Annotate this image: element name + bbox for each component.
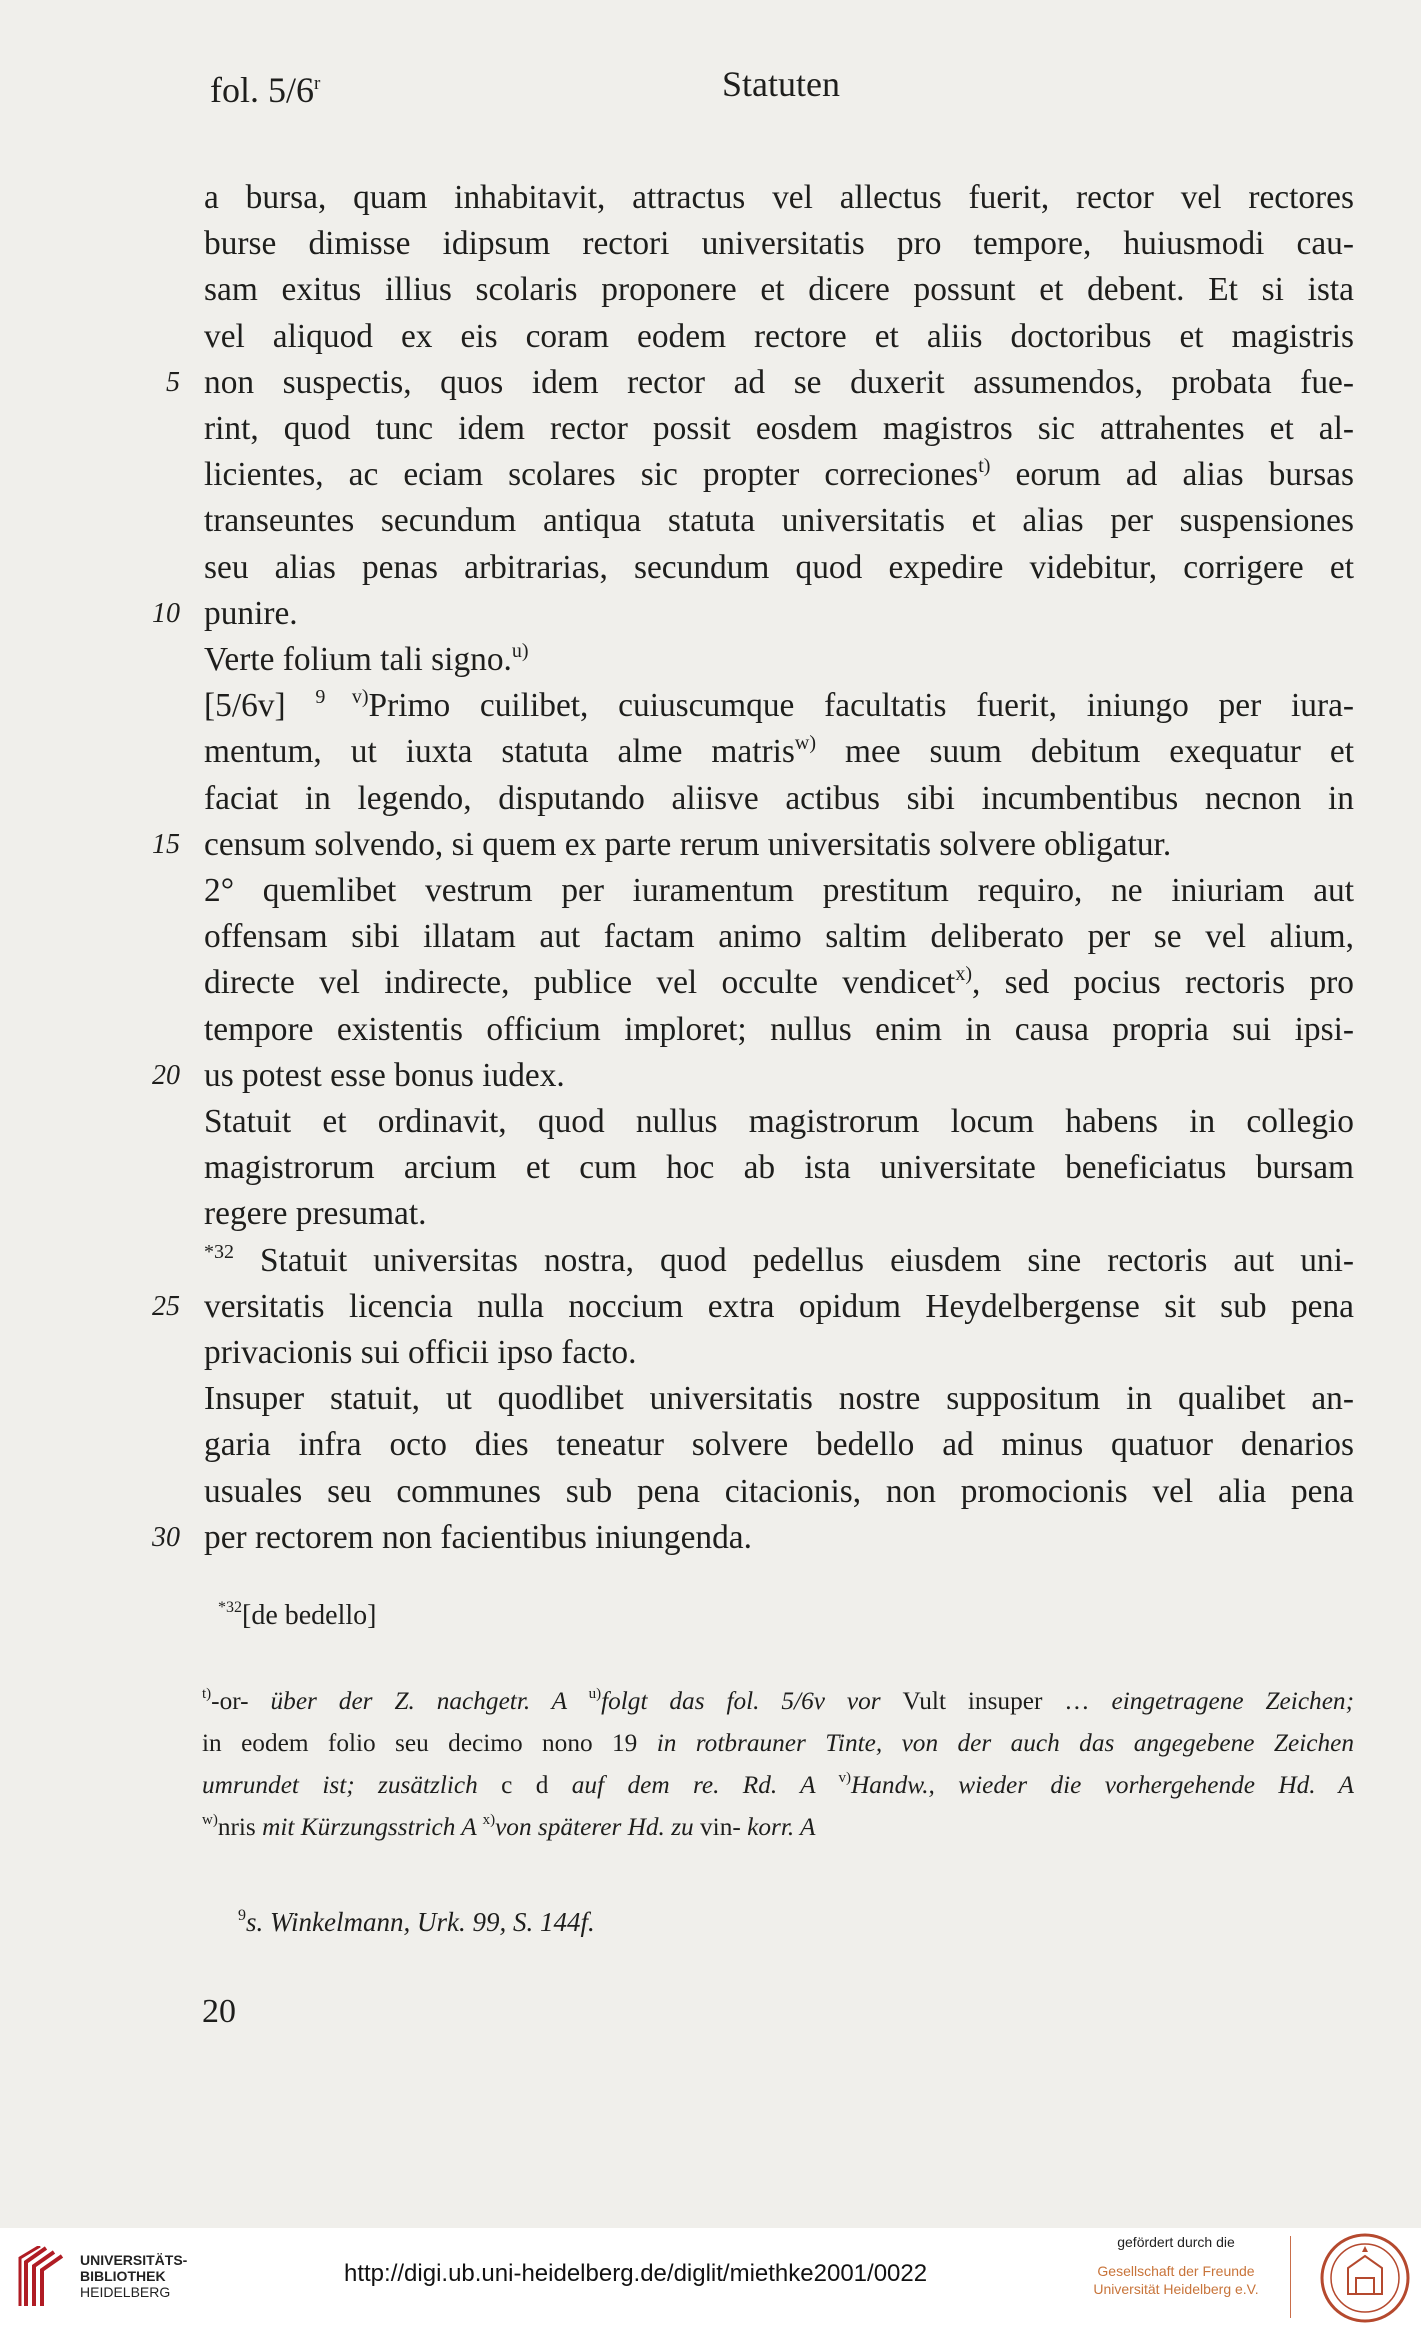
line-number: 20 [152, 1060, 180, 1091]
university-library-logo-icon [16, 2246, 68, 2308]
footnote-line: $^{w)}$nris mit Kürzungsstrich A $^{x)}$von späterer Hd. zu vin- korr. A [202, 1812, 816, 1841]
page-number: 20 [202, 1993, 236, 2030]
source-note: $^9$s. Winkelmann, Urk. 99, S. 144f. [238, 1907, 595, 1937]
text-line: 2° quemlibet vestrum per iuramentum prestitum requiro, ne iniuriam aut [204, 872, 1354, 909]
text-line: burse dimisse idipsum rectori universitatis pro tempore, huiusmodi cau- [204, 225, 1354, 262]
line-number: 25 [152, 1291, 180, 1322]
text-line: offensam sibi illatam aut factam animo saltim deliberato per se vel alium, [204, 918, 1354, 955]
text-line: tempore existentis officium imploret; nullus enim in causa propria sui ipsi- [204, 1011, 1354, 1048]
text-line: non suspectis, quos idem rector ad se duxerit assumendos, probata fue- [204, 364, 1354, 401]
footnote-line: in eodem folio seu decimo nono 19 in rotbrauner Tinte, von der auch das angegebene Zeichen [202, 1729, 1354, 1757]
text-line: usuales seu communes sub pena citacionis, non promocionis vel alia pena [204, 1473, 1354, 1510]
footnote-marker: t) [978, 455, 991, 477]
text-line: transeuntes secundum antiqua statuta universitatis et alias per suspensiones [204, 502, 1354, 539]
text-line: sam exitus illius scolaris proponere et dicere possunt et debent. Et si ista [204, 271, 1354, 308]
text-line: $^{*32}$ Statuit universitas nostra, quod pedellus eiusdem sine rectoris aut uni- [204, 1241, 1354, 1279]
footnote-line: umrundet ist; zusätzlich c d auf dem re. Rd. A $^{v)}$Handw., wieder die vorhergehende Hd. A [202, 1770, 1354, 1799]
footnote-marker: u) [511, 640, 529, 662]
text-line: a bursa, quam inhabitavit, attractus vel allectus fuerit, rector vel rectores [204, 179, 1354, 216]
text-line: Insuper statuit, ut quodlibet universitatis nostre suppositum in qualibet an- [204, 1380, 1354, 1417]
text-line: licientes, ac eciam scolares sic propter correciones$^{t)}$ eorum ad alias bursas [204, 455, 1355, 493]
line-number: 30 [152, 1522, 180, 1553]
text-line: us potest esse bonus iudex. [204, 1057, 565, 1094]
text-line: seu alias penas arbitrarias, secundum quod expedire videbitur, corrigere et [204, 549, 1354, 586]
text-line: per rectorem non facientibus iniungenda. [204, 1519, 752, 1556]
footnote-marker: x) [955, 963, 972, 985]
line-number: 15 [152, 829, 180, 860]
university-seal-icon [1318, 2232, 1412, 2324]
text-line: versitatis licencia nulla noccium extra opidum Heydelbergense sit sub pena [204, 1288, 1354, 1325]
library-name: UNIVERSITÄTS- BIBLIOTHEK HEIDELBERG [80, 2252, 188, 2300]
footnote-marker: w) [794, 732, 816, 754]
footnote-marker: 9 v) [315, 686, 369, 708]
text-line: garia infra octo dies teneatur solvere bedello ad minus quatuor denarios [204, 1426, 1354, 1463]
line-number: 5 [166, 367, 180, 398]
text-line: Verte folium tali signo.$^{u)}$ [204, 640, 529, 678]
line-number: 10 [152, 598, 180, 629]
text-line: vel aliquod ex eis coram eodem rectore et aliis doctoribus et magistris [204, 318, 1354, 355]
text-line: [5/6v] $^{9 v)}$Primo cuilibet, cuiuscumque facultatis fuerit, iniungo per iura- [204, 686, 1355, 724]
footnote-marker: *32 [204, 1241, 234, 1263]
permalink-url[interactable]: http://digi.ub.uni-heidelberg.de/diglit/miethke2001/0022 [344, 2260, 928, 2287]
footnote-line: $^{t)}$-or- über der Z. nachgetr. A $^{u)}$folgt das fol. 5/6v vor Vult insuper … eingetragene Zeichen; [202, 1686, 1354, 1715]
running-title: Statuten [722, 64, 840, 104]
text-line: directe vel indirecte, publice vel occulte vendicet$^{x)}$, sed pocius rectoris pro [204, 963, 1354, 1001]
text-line: censum solvendo, si quem ex parte rerum universitatis solvere obligatur. [204, 826, 1172, 863]
text-line: faciat in legendo, disputando aliisve actibus sibi incumbentibus necnon in [204, 780, 1354, 817]
text-line: punire. [204, 595, 298, 632]
text-line: privacionis sui officii ipso facto. [204, 1334, 637, 1371]
text-line: regere presumat. [204, 1195, 427, 1232]
margin-note: $^{*32}$[de bedello] [218, 1599, 377, 1631]
text-line: Statuit et ordinavit, quod nullus magistrorum locum habens in collegio [204, 1103, 1354, 1140]
footer-divider [1290, 2236, 1291, 2318]
text-line: magistrorum arcium et cum hoc ab ista universitate beneficiatus bursam [204, 1149, 1354, 1186]
text-line: rint, quod tunc idem rector possit eosdem magistros sic attrahentes et al- [204, 410, 1354, 447]
text-line: mentum, ut iuxta statuta alme matris$^{w)}$ mee suum debitum exequatur et [204, 732, 1354, 770]
folio-header: fol. 5/6$^r$ [210, 70, 321, 110]
sponsor-block: gefördert durch die Gesellschaft der Freunde Universität Heidelberg e.V. [1093, 2234, 1259, 2297]
